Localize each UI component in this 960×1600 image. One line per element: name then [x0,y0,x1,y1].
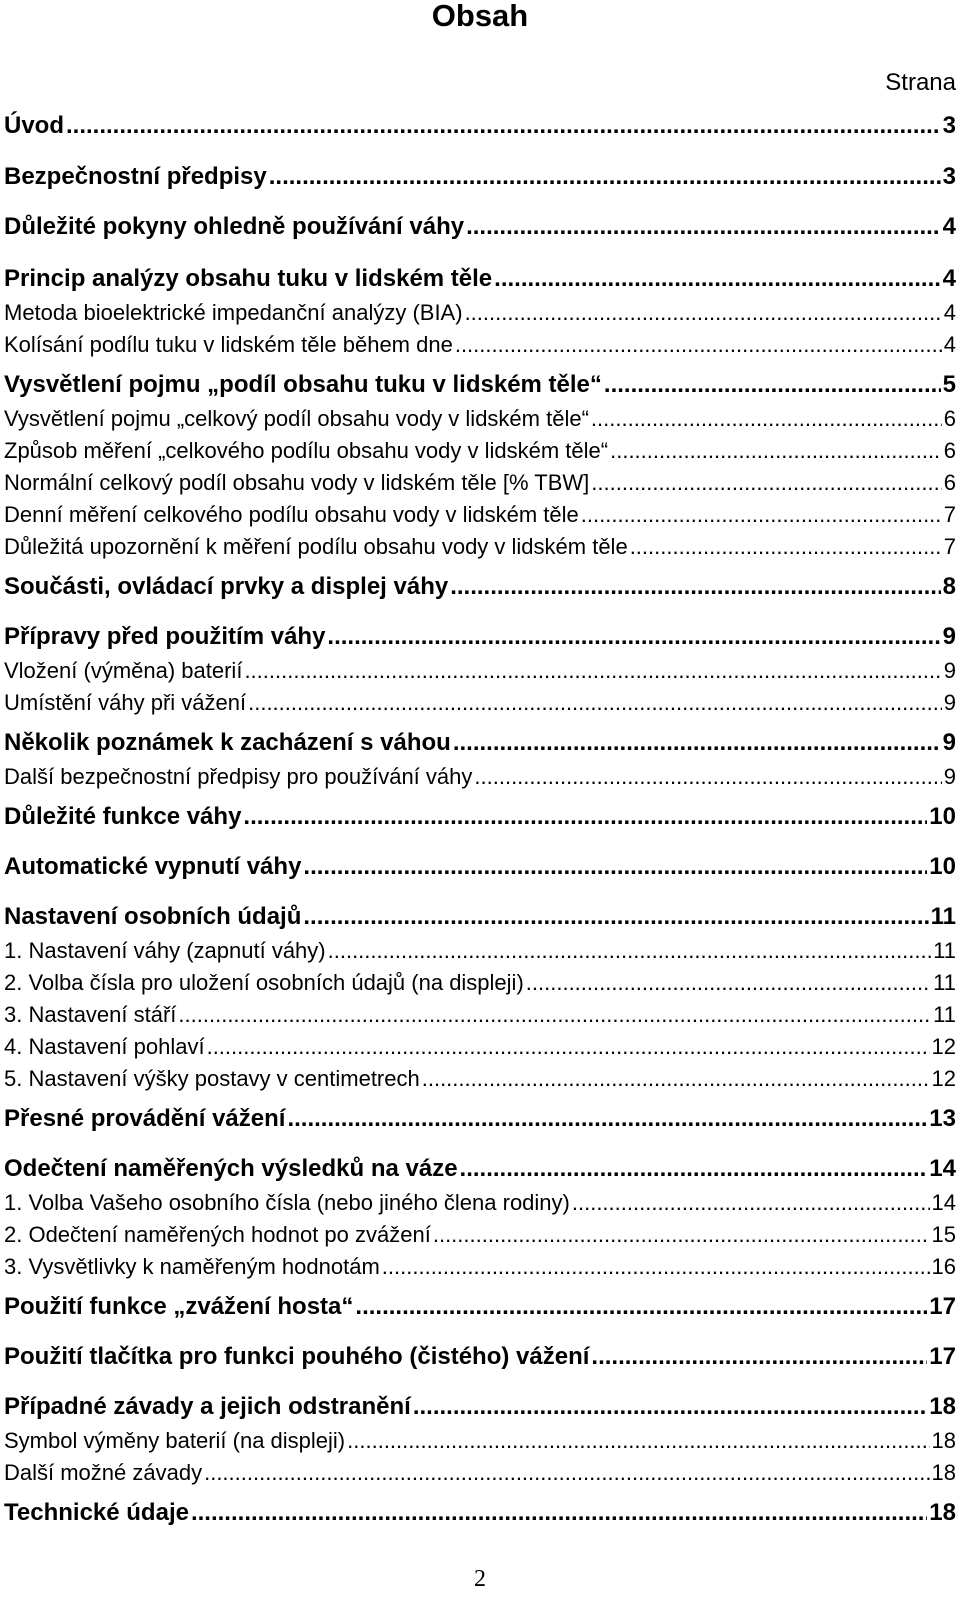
toc-entry-page: 9 [943,690,956,715]
dot-leader [382,1253,930,1281]
toc-entry-label: Vložení (výměna) baterií [4,658,243,683]
toc-entry-page: 7 [943,534,956,559]
dot-leader [433,1221,930,1249]
toc-entry[interactable] [4,1427,956,1455]
toc-entry-label: Kolísání podílu tuku v lidském těle během dne [4,332,453,357]
toc-entry-label: 3. Vysvětlivky k naměřeným hodnotám [4,1254,380,1279]
toc-entry-label: Symbol výměny baterií (na displeji) [4,1428,346,1453]
toc-entry-label: Princip analýzy obsahu tuku v lidském těle [4,265,493,292]
toc-entry-page: 17 [929,1343,956,1370]
toc-entry[interactable] [4,903,956,931]
toc-entry-label: Metoda bioelektrické impedanční analýzy (BIA) [4,300,463,325]
dot-leader [455,331,942,359]
toc-entry-page: 9 [942,729,956,756]
dot-leader [303,853,927,881]
toc-entry[interactable] [4,1155,956,1183]
toc-entry-label: Případné závady a jejich odstranění [4,1393,411,1420]
toc-entry[interactable] [4,763,956,791]
toc-entry[interactable] [4,405,956,433]
toc-entry-page: 9 [943,658,956,683]
dot-leader [204,1459,929,1487]
toc-entry-label: 4. Nastavení pohlaví [4,1034,205,1059]
toc-entry-label: Součásti, ovládací prvky a displej váhy [4,573,449,600]
toc-entry-label: Úvod [4,112,64,139]
toc-entry-label: Několik poznámek k zacházení s váhou [4,729,451,756]
dot-leader [453,729,941,757]
toc-entry-label: 1. Nastavení váhy (zapnutí váhy) [4,938,326,963]
toc-entry-page: 18 [929,1393,956,1420]
toc-entry-label: 2. Volba čísla pro uložení osobních údajů (na displeji) [4,970,524,995]
toc-entry-label: Použití tlačítka pro funkci pouhého (čistého) vážení [4,1343,590,1370]
toc-entry-label: Další možné závady [4,1460,203,1485]
dot-leader [347,1427,929,1455]
toc-entry-page: 11 [933,938,956,963]
page-title: Obsah [431,0,529,33]
dot-leader [604,371,941,399]
toc-entry-label: Vysvětlení pojmu „celkový podíl obsahu vody v lidském těle“ [4,406,589,431]
toc-entry[interactable] [4,657,956,685]
toc-entry-label: Nastavení osobních údajů [4,903,302,930]
toc-entry-page: 11 [930,903,956,930]
dot-leader [474,763,941,791]
toc-entry-page: 10 [929,803,956,830]
dot-leader [66,112,941,140]
toc-entry[interactable] [4,371,956,399]
dot-leader [581,501,942,529]
toc-entry-page: 3 [942,112,956,139]
toc-entry-page: 15 [931,1222,956,1247]
toc-entry[interactable] [4,533,956,561]
toc-entry-page: 14 [931,1190,956,1215]
dot-leader [591,469,941,497]
toc-entry-page: 16 [931,1254,956,1279]
toc-entry-page: 6 [943,438,956,463]
toc-entry[interactable] [4,1393,956,1421]
toc-entry-page: 13 [929,1105,956,1132]
toc-entry-page: 4 [943,300,956,325]
dot-leader [287,1105,927,1133]
dot-leader [355,1293,927,1321]
toc-entry-label: Důležité pokyny ohledně používání váhy [4,213,465,240]
page-column-header: Strana [885,69,956,96]
toc-entry[interactable] [4,729,956,757]
toc-entry-label: Denní měření celkového podílu obsahu vody v lidském těle [4,502,579,527]
dot-leader [303,903,928,931]
toc-entry[interactable] [4,623,956,651]
toc-entry[interactable] [4,1459,956,1487]
toc-entry-label: Odečtení naměřených výsledků na váze [4,1155,458,1182]
dot-leader [460,1155,928,1183]
toc-entry-page: 14 [929,1155,956,1182]
toc-entry[interactable] [4,1293,956,1321]
dot-leader [591,1343,927,1371]
toc-entry[interactable] [4,573,956,601]
toc-entry-label: Způsob měření „celkového podílu obsahu vody v lidském těle“ [4,438,609,463]
dot-leader [466,213,941,241]
toc-entry-page: 12 [931,1066,956,1091]
toc-entry-label: 1. Volba Vašeho osobního čísla (nebo jiného člena rodiny) [4,1190,570,1215]
toc-entry[interactable] [4,1001,956,1029]
dot-leader [494,265,940,293]
toc-entry-label: Technické údaje [4,1499,189,1526]
dot-leader [191,1499,927,1527]
toc-entry-label: 2. Odečtení naměřených hodnot po zvážení [4,1222,431,1247]
toc-entry-page: 3 [942,163,956,190]
toc-entry-page: 4 [942,265,956,292]
dot-leader [572,1189,930,1217]
dot-leader [248,689,942,717]
dot-leader [207,1033,930,1061]
toc-entry-page: 4 [943,332,956,357]
dot-leader [269,163,941,191]
toc-entry[interactable] [4,437,956,465]
toc-entry-page: 5 [942,371,956,398]
dot-leader [178,1001,931,1029]
toc-entry[interactable] [4,803,956,831]
toc-entry-label: Použití funkce „zvážení hosta“ [4,1293,354,1320]
toc-entry-page: 6 [943,406,956,431]
toc-entry-page: 18 [931,1428,956,1453]
toc-entry[interactable] [4,937,956,965]
toc-entry-label: 5. Nastavení výšky postavy v centimetrech [4,1066,420,1091]
dot-leader [422,1065,930,1093]
toc-entry[interactable] [4,501,956,529]
toc-entry[interactable] [4,1253,956,1281]
toc-entry-page: 6 [943,470,956,495]
toc-entry-page: 11 [933,970,956,995]
toc-entry[interactable] [4,299,956,327]
toc-entry[interactable] [4,1065,956,1093]
dot-leader [328,937,932,965]
toc-entry-label: Automatické vypnutí váhy [4,853,302,880]
toc-entry-page: 7 [943,502,956,527]
toc-entry-page: 8 [942,573,956,600]
toc-entry[interactable] [4,853,956,881]
toc-entry-page: 18 [929,1499,956,1526]
toc-entry[interactable] [4,265,956,293]
page-number: 2 [474,1566,486,1592]
dot-leader [465,299,942,327]
toc-entry[interactable] [4,1033,956,1061]
toc-entry-page: 10 [929,853,956,880]
toc-entry[interactable] [4,969,956,997]
toc-entry[interactable] [4,689,956,717]
toc-entry-page: 9 [942,623,956,650]
toc-entry-label: Normální celkový podíl obsahu vody v lidském těle [% TBW] [4,470,590,495]
toc-entry[interactable] [4,213,956,241]
toc-entry-page: 12 [931,1034,956,1059]
toc-entry[interactable] [4,1105,956,1133]
dot-leader [413,1393,927,1421]
toc-entry-label: Další bezpečnostní předpisy pro používání váhy [4,764,473,789]
toc-entry[interactable] [4,469,956,497]
toc-entry-page: 17 [929,1293,956,1320]
toc-entry-label: Důležité funkce váhy [4,803,242,830]
toc-entry-label: Umístění váhy při vážení [4,690,247,715]
dot-leader [327,623,940,651]
toc-entry-page: 9 [943,764,956,789]
toc-entry-label: Vysvětlení pojmu „podíl obsahu tuku v lidském těle“ [4,371,602,398]
toc-entry[interactable] [4,1499,956,1527]
toc-entry-label: Bezpečnostní předpisy [4,163,267,190]
dot-leader [244,657,941,685]
dot-leader [526,969,931,997]
toc-entry-label: Důležitá upozornění k měření podílu obsahu vody v lidském těle [4,534,628,559]
toc-entry-label: Přesné provádění vážení [4,1105,286,1132]
toc-entry-page: 4 [942,213,956,240]
dot-leader [243,803,927,831]
dot-leader [450,573,940,601]
toc-entry-page: 18 [931,1460,956,1485]
dot-leader [591,405,942,433]
toc-entry-label: Přípravy před použitím váhy [4,623,326,650]
toc-entry[interactable] [4,112,956,140]
toc-entry[interactable] [4,163,956,191]
dot-leader [610,437,942,465]
toc-entry[interactable] [4,1189,956,1217]
toc-entry[interactable] [4,331,956,359]
toc-entry[interactable] [4,1343,956,1371]
toc-entry-page: 11 [933,1002,956,1027]
dot-leader [630,533,942,561]
toc-entry[interactable] [4,1221,956,1249]
toc-entry-label: 3. Nastavení stáří [4,1002,177,1027]
